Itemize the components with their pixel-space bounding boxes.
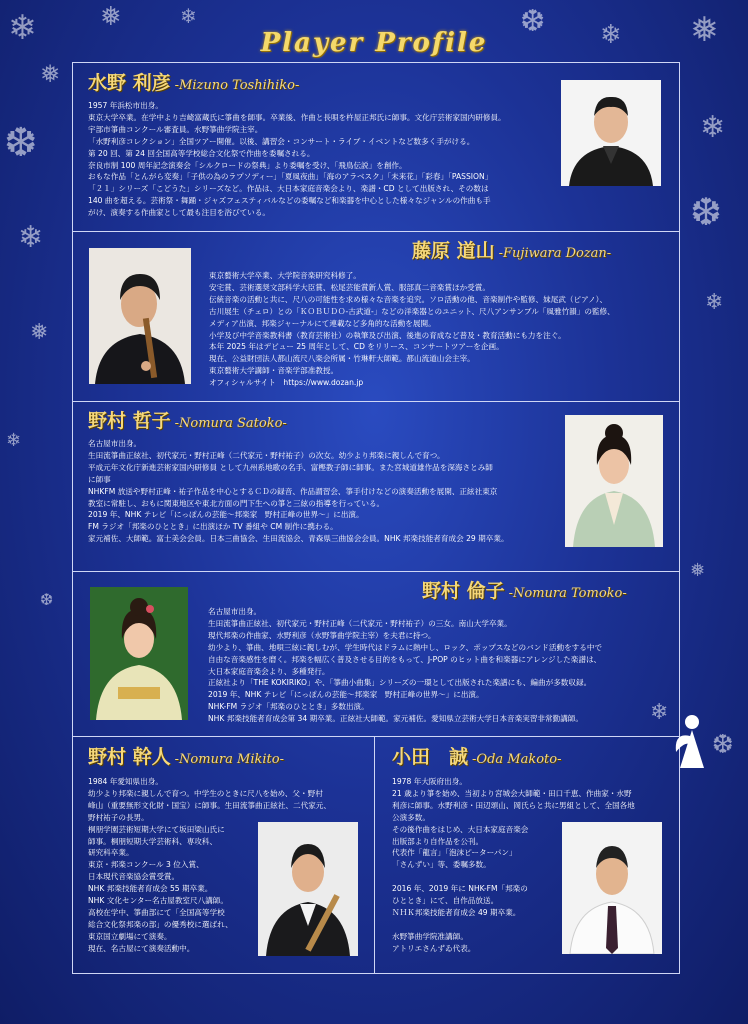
divider [72, 571, 680, 572]
divider [72, 401, 680, 402]
player-name-jp: 野村 倫子 [422, 580, 505, 602]
bio-line: おもな作品「とんがら変奏」「子供の為のラプソディー」「夏風夜曲」「海のアラベスク」「未来花」「彩春」「PASSION」 [88, 172, 493, 182]
player-name-en: -Nomura Mikito- [174, 752, 284, 767]
player-name [392, 742, 561, 769]
bio-line: NHK-FM ラジオ「邦楽のひととき」多数出演。 [208, 702, 369, 712]
snowflake-icon: ❅ [100, 2, 122, 32]
player-name-en: -Nomura Tomoko- [508, 586, 627, 601]
bio-line: 現在、名古屋にて演奏活動中。 [88, 943, 195, 953]
bio-line: その後作曲をはじめ、大日本家庭音楽会 [392, 824, 529, 834]
player-name-jp: 藤原 道山 [412, 240, 495, 262]
bio-line: 桐朋学園芸術短期大学にて坂田梁山氏に [88, 824, 225, 834]
bio-line: 代表作「龍言」「泡沫ピーターパン」 [392, 848, 517, 858]
bio-line: 総合文化祭邦楽の部」の優秀校に選ばれ、 [88, 919, 233, 929]
bio-line: 小学及び中学音楽教科書（教育芸術社）の執筆及び出演、後進の育成など普及・教育活動にも力を注ぐ。 [209, 330, 566, 340]
bio-line [392, 919, 552, 931]
bio-line [392, 871, 552, 883]
player-name-en: -Nomura Satoko- [174, 416, 287, 431]
bio-line: NHK 文化センター名古屋教室尺八講師。 [88, 896, 228, 906]
bio-line: 幼少より、箏曲、地唄三絃に親しむが、学生時代はドラムに熱中し、ロック、ポップスなどのバンド活動をする中で [208, 642, 603, 652]
snowflake-icon: ❄ [700, 110, 726, 145]
bio-line: 出版部より自作品を公刊。 [392, 836, 484, 846]
bio-line: 「さんずい」等、委嘱多数。 [392, 860, 491, 870]
snowflake-icon: ❅ [30, 320, 49, 345]
bio-line: 高校在学中、箏曲部にて「全国高等学校 [88, 907, 225, 917]
bio-line: 研究科卒業。 [88, 848, 134, 858]
snowflake-icon: ❅ [690, 10, 719, 50]
snowflake-icon: ❅ [40, 60, 61, 88]
snowflake-icon: ❆ [712, 730, 734, 760]
snowflake-icon: ❄ [8, 8, 37, 48]
bio-line: 奈良市制 100 周年記念演奏会「シルクロードの祭典」より委嘱を受け、「飛鳥伝説」を創作。 [88, 160, 407, 170]
player-name-jp: 水野 利彦 [88, 72, 171, 94]
bio-line: 2016 年、2019 年に NHK-FM「邦楽の [392, 884, 528, 894]
bio-line: 家元補佐、大師範。富士美会会員。日本三曲協会、生田流協会、青森県三曲協会会員。NHK 邦楽技能者育成会 29 期卒業。 [88, 534, 509, 544]
player-name-jp: 野村 幹人 [88, 746, 171, 768]
bio-line: がけ、演奏する作曲家として最も注目を浴びている。 [88, 208, 270, 218]
bio-line: 「２１」シリーズ「こどうた」シリーズなど。作品は、大日本家庭音楽会より、楽譜・CD として出版され、その数は [88, 184, 489, 194]
bio-line: 東京藝術大学卒業、大学院音楽研究科修了。 [209, 271, 361, 280]
bio-line: 日本現代音楽協会賞受賞。 [88, 872, 180, 882]
player-bio [209, 270, 671, 389]
bio-line: 師事。桐朋短期大学芸術科、専攻科、 [88, 836, 218, 846]
bio-line: ひととき」にて、自作品放送。 [392, 896, 499, 906]
bio-line: 峰山（重要無形文化財・国宝）に師事。生田流箏曲正絃社、二代家元、 [88, 800, 331, 810]
player-bio [208, 606, 670, 725]
snowflake-icon: ❄ [650, 700, 669, 725]
player-name [88, 68, 299, 95]
bio-line: 古川展生（チェロ）との「ＫＯＢＵＤＯ-古武道-」などの洋楽器とのユニット、尺八アンサンブル「風雅竹韻」の監修、 [209, 306, 615, 316]
bio-line: 140 曲を超える。芸術祭・舞踊・ジャズフェスティバルなどの委嘱など和楽器を中心とした様々なジャンルの作曲も手 [88, 196, 491, 206]
snowflake-icon: ❆ [40, 590, 54, 609]
bio-line: 東京国立劇場にて演奏。 [88, 931, 172, 941]
bio-line: 東京・邦楽コンクール 3 位入賞、 [88, 860, 204, 870]
player-name [88, 742, 284, 769]
bio-line: 水野箏曲学院准講師。 [392, 931, 468, 941]
player-name [422, 576, 627, 603]
bio-line: に師事 [88, 474, 111, 484]
bio-line: 幼少より邦楽に親しんで育つ。中学生のときに尺八を始め、父・野村 [88, 788, 323, 798]
divider [72, 231, 680, 232]
bio-line: NHK 邦楽技能者育成会第 34 期卒業。正絃社大師範。家元補佐。愛知県立芸術大学日本音楽実習非常勤講師。 [208, 714, 583, 724]
bio-line: 2019 年、NHK テレビ「にっぽんの芸能〜邦楽家 野村正峰の世界〜」に出演。 [208, 690, 484, 700]
player-name-jp: 小田 誠 [392, 746, 469, 768]
player-photo [258, 822, 358, 956]
bio-line: ＮＨＫ邦楽技能者育成会 49 期卒業。 [392, 907, 521, 917]
bio-line: 生田流箏曲正絃社、初代家元・野村正峰（二代家元・野村祐子）の三女。南山大学卒業。 [208, 618, 512, 628]
bio-line: NHK 邦楽技能者育成会 55 期卒業。 [88, 884, 213, 894]
bio-line: FM ラジオ「邦楽のひととき」に出演ほか TV 番組や CM 制作に携わる。 [88, 522, 338, 532]
player-photo [561, 80, 661, 186]
bio-line: 宇部市箏曲コンクール審査員。水野箏曲学院主宰。 [88, 124, 263, 134]
bio-line: 東京藝術大学講師・音楽学部准教授。 [209, 366, 339, 376]
snowflake-icon: ❆ [520, 4, 546, 39]
bio-line: メディア出演、邦楽ジャーナルにて連載など多角的な活動を展開。 [209, 318, 436, 328]
bio-line: 1978 年大阪府出身。 [392, 777, 467, 786]
player-name-en: -Mizuno Toshihiko- [174, 78, 300, 93]
bio-line: 野村祐子の長男。 [88, 812, 149, 822]
snowflake-icon: ❄ [18, 220, 44, 255]
snowflake-icon: ❅ [690, 560, 706, 581]
divider [72, 736, 680, 737]
angel-icon [672, 712, 712, 776]
player-photo [565, 415, 663, 547]
player-name-en: -Fujiwara Dozan- [498, 246, 612, 261]
bio-line: 21 歳より箏を始め、当初より宮城会大師範・田口千恵、作曲家・水野 [392, 788, 632, 798]
divider [374, 736, 375, 974]
bio-line: 生田流箏曲正絃社、初代家元・野村正峰（二代家元・野村祐子）の次女。幼少より邦楽に親しんで育つ。 [88, 450, 445, 460]
bio-line: 名古屋市出身。 [88, 439, 142, 448]
bio-line: 本年 2025 年はデビュー 25 周年として、CD をリリース、コンサートツアーを企画。 [209, 342, 504, 352]
bio-line: 平成元年文化庁新進芸術家国内研修員 として九州系地歌の名手、富樫教子師に師事。また宮城道雄作品を深海さとみ師 [88, 462, 493, 472]
bio-line: 利彦に師事。水野利彦・田辺頌山、岡氏らと共に男組として、全国各地 [392, 800, 635, 810]
bio-line: 1957 年浜松市出身。 [88, 101, 163, 110]
bio-line: 教室に常駐し、おもに関東地区や東北方面の門下生への箏と三絃の指導を行っている。 [88, 498, 385, 508]
player-name [88, 406, 287, 433]
bio-line: 伝統音楽の活動と共に、尺八の可能性を求め様々な音楽を追究。ソロ活動の他、音楽制作や監修、妹尾武（ピアノ）、 [209, 294, 608, 304]
snowflake-icon: ❆ [690, 190, 722, 234]
player-name [412, 236, 611, 263]
player-name-en: -Oda Makoto- [472, 752, 562, 767]
player-name-jp: 野村 哲子 [88, 410, 171, 432]
player-photo [562, 822, 662, 954]
player-photo [90, 587, 188, 720]
bio-line: オフィシャルサイト https://www.dozan.jp [209, 378, 364, 388]
bio-line: 1984 年愛知県出身。 [88, 777, 163, 786]
player-photo [89, 248, 191, 384]
player-bio [88, 438, 558, 545]
snowflake-icon: ❄ [600, 20, 622, 50]
bio-line: 東京大学卒業。在学中より吉崎富蔵氏に箏曲を師事。卒業後、作曲と長唄を杵屋正邦氏に師事。文化庁芸術家国内研修員。 [88, 112, 506, 122]
bio-line: 現代邦楽の作曲家、水野利彦（水野箏曲学院主宰）を夫君に持つ。 [208, 630, 436, 640]
snowflake-icon: ❆ [4, 120, 38, 166]
bio-line: 安宅賞、芸術選奨文部科学大臣賞、松尾芸能賞新人賞、服部真二音楽賞ほか受賞。 [209, 282, 490, 292]
snowflake-icon: ❄ [705, 290, 724, 315]
bio-line: 自由な音楽感性を磨く。邦楽を幅広く普及させる目的をもって、J-POP のヒット曲を和楽器にアレンジした楽譜は、 [208, 654, 602, 664]
bio-line: 2019 年、NHK テレビ「にっぽんの芸能〜邦楽家 野村正峰の世界〜」に出演。 [88, 510, 364, 520]
bio-line: 現在、公益財団法人都山流尺八楽会所属・竹琳軒大師範。都山流道山会主宰。 [209, 354, 475, 364]
snowflake-icon: ❄ [6, 430, 22, 451]
snowflake-icon: ❄ [180, 4, 197, 28]
player-bio [88, 100, 546, 219]
bio-line: 「水野利彦コレクション」全国ツアー開催。以後、講習会・コンサート・ライブ・イベントなど数多く手がける。 [88, 136, 475, 146]
page-title: Player Profile [260, 28, 488, 58]
bio-line: 大日本家庭音楽会より、多種発行。 [208, 666, 330, 676]
bio-line: 第 20 回、第 24 回全国高等学校総合文化祭で作曲を委嘱される。 [88, 148, 315, 158]
bio-line: 正絃社より「THE KOKIRIKO」や、「箏曲小曲集」シリーズの一環として出版された楽譜にも、編曲が多数収録。 [208, 678, 592, 688]
bio-line: アトリエさんずゐ代表。 [392, 943, 476, 953]
bio-line: 名古屋市出身。 [208, 607, 262, 616]
bio-line: NHKFM 放送や野村正峰・祐子作品を中心とするＣＤの録音、作品謂習会、箏手付けなどの演奏活動を展開、正絃社東京 [88, 486, 498, 496]
bio-line: 公演多数。 [392, 812, 430, 822]
